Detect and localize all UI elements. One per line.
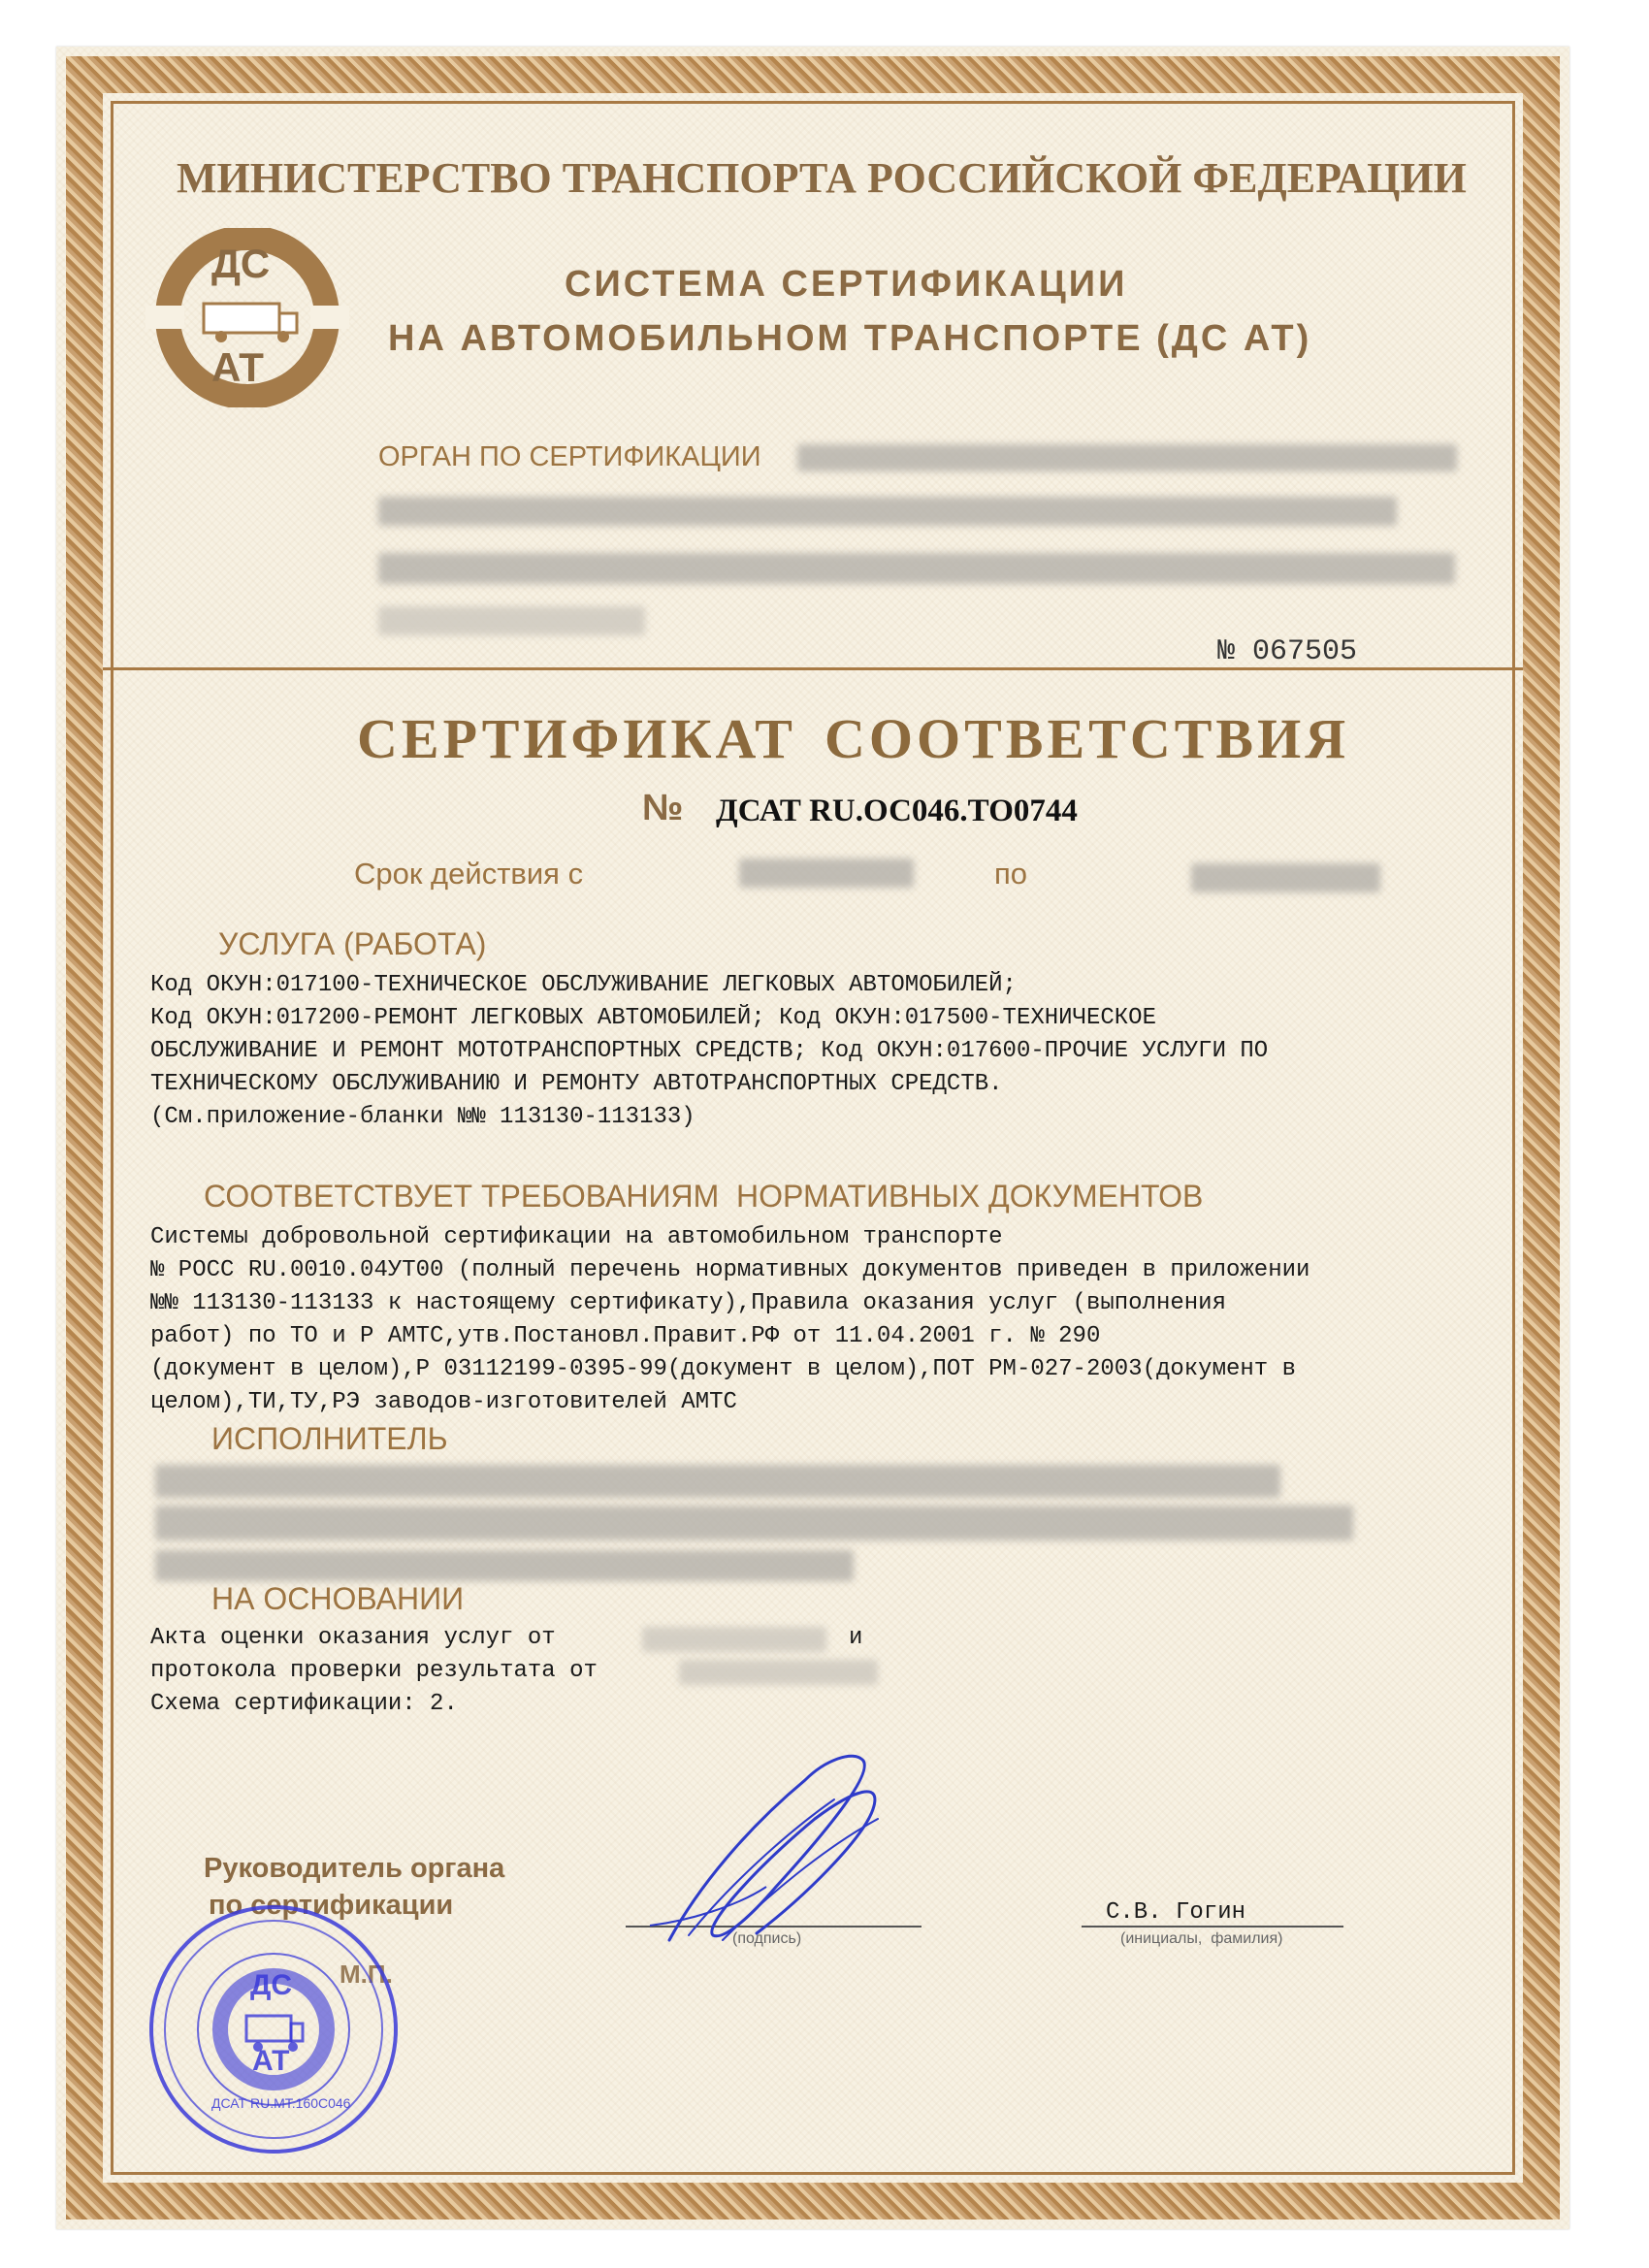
validity-from-label: Срок действия с: [354, 857, 584, 891]
basis-heading: НА ОСНОВАНИИ: [211, 1581, 465, 1616]
ministry-title: МИНИСТЕРСТВО ТРАНСПОРТА РОССИЙСКОЙ ФЕДЕРАЦИИ: [177, 154, 1467, 202]
signature-caption: (подпись): [732, 1930, 802, 1947]
system-title-line2: НА АВТОМОБИЛЬНОМ ТРАНСПОРТЕ (ДС АТ): [388, 318, 1312, 359]
head-name: С.В. Гогин: [1106, 1899, 1246, 1926]
redacted-act-date: [642, 1627, 826, 1652]
service-heading: УСЛУГА (РАБОТА): [218, 926, 487, 961]
stamp-logo-top: ДС: [250, 1969, 293, 2001]
compliance-line: (документ в целом),Р 03112199-0395-99(документ в целом),ПОТ РМ-027-2003(документ в: [150, 1356, 1296, 1382]
executor-heading: ИСПОЛНИТЕЛЬ: [211, 1421, 448, 1456]
system-title-line1: СИСТЕМА СЕРТИФИКАЦИИ: [565, 264, 1128, 305]
service-line: ОБСЛУЖИВАНИЕ И РЕМОНТ МОТОТРАНСПОРТНЫХ СРЕДСТВ; Код ОКУН:017600-ПРОЧИЕ УСЛУГИ ПО: [150, 1038, 1269, 1064]
certificate-number-sign: №: [642, 788, 684, 828]
redacted-organ-phone: [378, 606, 645, 635]
blank-number: № 067505: [1217, 635, 1358, 668]
head-title-line2: по сертификации: [209, 1890, 454, 1921]
service-line: ТЕХНИЧЕСКОМУ ОБСЛУЖИВАНИЮ И РЕМОНТУ АВТОТРАНСПОРТНЫХ СРЕДСТВ.: [150, 1071, 1003, 1097]
service-line: (См.приложение-бланки №№ 113130-113133): [150, 1104, 695, 1130]
name-caption: (инициалы, фамилия): [1120, 1930, 1283, 1947]
handwritten-signature: [630, 1741, 922, 1950]
validity-to-label: по: [994, 857, 1028, 891]
redacted-protocol-date: [679, 1660, 878, 1685]
stamp-logo-bottom: АТ: [252, 2045, 290, 2077]
logo-bottom-text: АТ: [211, 344, 264, 390]
official-stamp: [146, 1901, 403, 2158]
compliance-line: целом),ТИ,ТУ,РЭ заводов-изготовителей АМТС: [150, 1389, 737, 1415]
compliance-heading: СООТВЕТСТВУЕТ ТРЕБОВАНИЯМ НОРМАТИВНЫХ ДОКУМЕНТОВ: [204, 1179, 1204, 1214]
redacted-executor-2: [155, 1506, 1353, 1540]
compliance-line: №№ 113130-113133 к настоящему сертификату),Правила оказания услуг (выполнения: [150, 1290, 1226, 1316]
logo-top-text: ДС: [211, 241, 271, 286]
redacted-executor-1: [155, 1465, 1280, 1498]
basis-line1: Акта оценки оказания услуг от: [150, 1625, 556, 1651]
service-line: Код ОКУН:017100-ТЕХНИЧЕСКОЕ ОБСЛУЖИВАНИЕ ЛЕГКОВЫХ АВТОМОБИЛЕЙ;: [150, 972, 1017, 998]
compliance-line: № РОСС RU.0010.04УТ00 (полный перечень нормативных документов приведен в приложении: [150, 1257, 1310, 1283]
head-title-line1: Руководитель органа: [204, 1853, 505, 1884]
name-line: [1082, 1926, 1343, 1928]
redacted-executor-3: [155, 1550, 854, 1581]
organ-label: ОРГАН ПО СЕРТИФИКАЦИИ: [378, 441, 761, 472]
redacted-organ-name: [797, 444, 1457, 471]
redacted-validity-to: [1191, 863, 1380, 892]
service-line: Код ОКУН:017200-РЕМОНТ ЛЕГКОВЫХ АВТОМОБИЛЕЙ; Код ОКУН:017500-ТЕХНИЧЕСКОЕ: [150, 1005, 1156, 1031]
basis-line3: Схема сертификации: 2.: [150, 1691, 458, 1717]
redacted-organ-address-2: [378, 553, 1455, 584]
basis-line2: протокола проверки результата от: [150, 1658, 598, 1684]
redacted-validity-from: [739, 859, 914, 888]
compliance-line: Системы добровольной сертификации на автомобильном транспорте: [150, 1224, 1003, 1250]
certificate-title-word2: СООТВЕТСТВИЯ: [824, 707, 1350, 770]
certificate-number: ДСАТ RU.ОС046.ТО0744: [716, 794, 1078, 828]
redacted-organ-address-1: [378, 497, 1397, 526]
compliance-line: работ) по ТО и Р АМТС,утв.Постановл.Правит.РФ от 11.04.2001 г. № 290: [150, 1323, 1101, 1349]
certificate-title-word1: СЕРТИФИКАТ: [357, 707, 796, 770]
basis-line1-tail: и: [849, 1625, 863, 1651]
stamp-code: ДСАТ RU.МТ.160С046: [211, 2095, 351, 2111]
mp-mark: М.П.: [340, 1960, 393, 1989]
